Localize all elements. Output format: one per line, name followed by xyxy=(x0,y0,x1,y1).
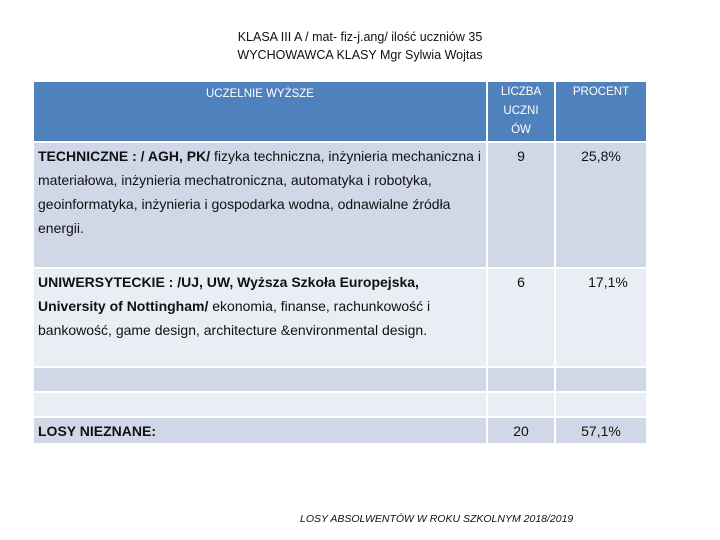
table-row xyxy=(34,393,646,416)
table-row xyxy=(34,368,646,391)
count-cell: 20 xyxy=(488,418,554,443)
category-label: UNIWERSYTECKIE : /UJ, UW, Wyższa Szkoła Europejska, University of Nottingham/ xyxy=(38,274,419,314)
graduates-table xyxy=(32,80,648,445)
header-student-count: LICZBA UCZNIÓW xyxy=(488,82,554,141)
category-label: LOSY NIEZNANE: xyxy=(38,423,156,439)
percent-cell: 57,1% xyxy=(556,418,646,443)
category-cell xyxy=(34,368,486,391)
footer-caption: LOSY ABSOLWENTÓW W ROKU SZKOLNYM 2018/2019 xyxy=(300,513,574,525)
category-cell xyxy=(34,393,486,416)
count-cell: 9 xyxy=(488,143,554,267)
class-info-line: KLASA III A / mat- fiz-j.ang/ ilość uczniów 35 xyxy=(237,30,483,44)
category-cell xyxy=(34,418,486,443)
percent-cell: 17,1% xyxy=(556,269,646,366)
category-cell xyxy=(34,269,486,366)
slide-title xyxy=(150,28,570,64)
category-cell xyxy=(34,143,486,267)
homeroom-teacher-line: WYCHOWAWCA KLASY Mgr Sylwia Wojtas xyxy=(237,48,483,62)
header-percent: PROCENT xyxy=(556,82,646,141)
count-cell xyxy=(488,368,554,391)
header-universities: UCZELNIE WYŻSZE xyxy=(34,82,486,141)
table-row xyxy=(34,143,646,267)
count-cell: 6 xyxy=(488,269,554,366)
percent-cell xyxy=(556,393,646,416)
table-header-row xyxy=(34,82,646,141)
category-description: ekonomia, finanse, rachunkowość i bankowość, game design, architecture &environmental design. xyxy=(38,298,431,338)
count-cell xyxy=(488,393,554,416)
table-row xyxy=(34,269,646,366)
table-row xyxy=(34,418,646,443)
percent-cell: 25,8% xyxy=(556,143,646,267)
percent-cell xyxy=(556,368,646,391)
category-description: fizyka techniczna, inżynieria mechaniczna i materiałowa, inżynieria mechatroniczna, automatyka i robotyka, geoinformatyka, inżynieria i gospodarka wodna, odnawialne źródła energii. xyxy=(38,148,481,236)
category-label: TECHNICZNE : / AGH, PK/ xyxy=(38,148,211,164)
